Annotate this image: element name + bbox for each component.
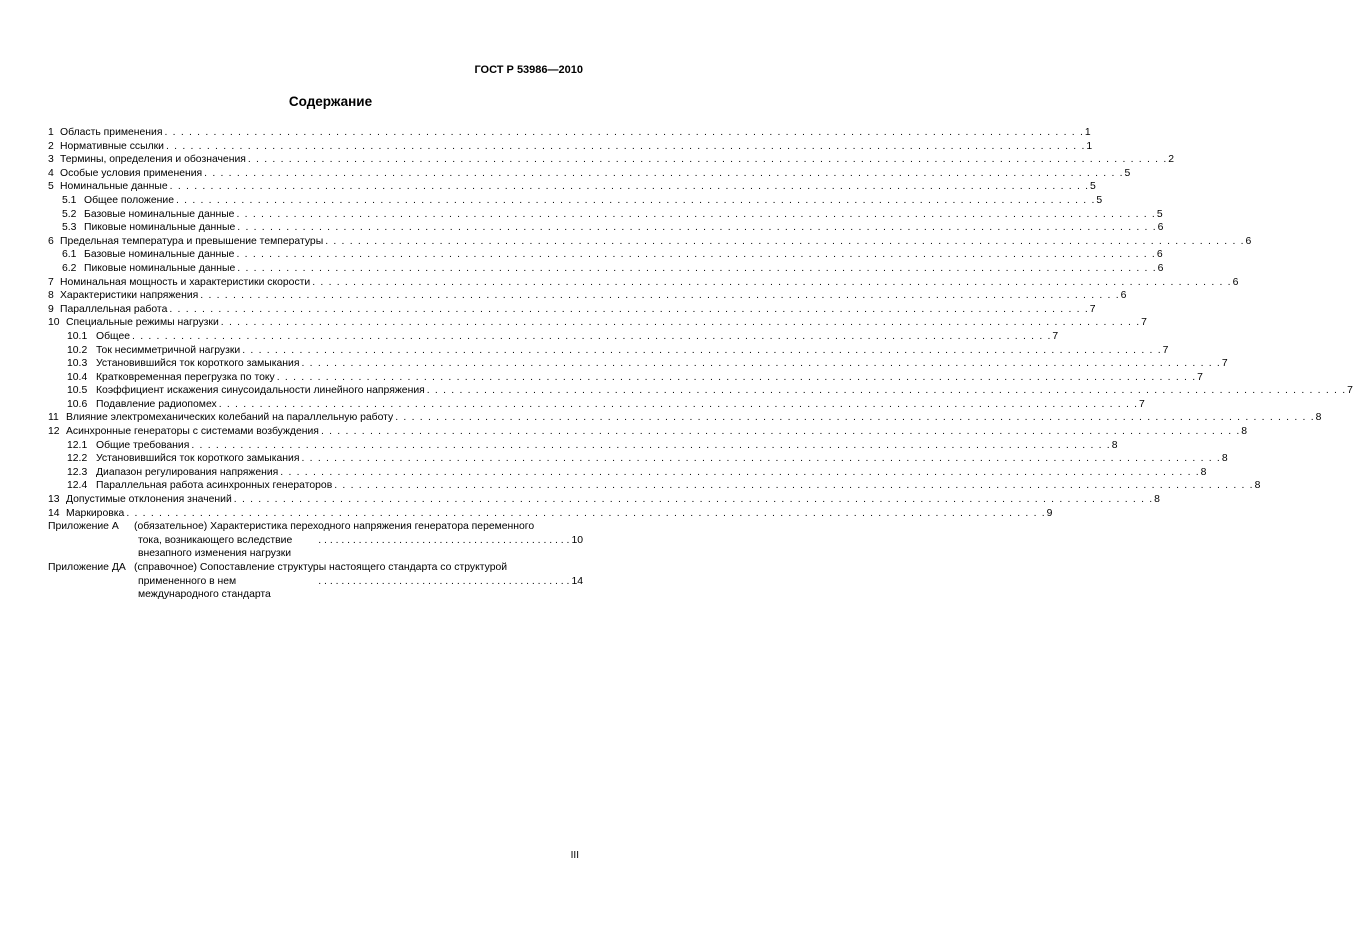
toc-entry-label: Характеристики напряжения <box>60 290 199 302</box>
toc-entry[interactable] <box>48 357 1228 371</box>
dot-leader <box>334 479 1252 493</box>
toc-entry-page: 2 <box>1168 154 1174 166</box>
toc-entry-label: Подавление радиопомех <box>96 398 217 410</box>
toc-entry[interactable] <box>48 411 1322 425</box>
toc-entry-page: 7 <box>1197 371 1203 383</box>
toc-entry-label: Общие требования <box>96 439 190 451</box>
toc-entry[interactable] <box>48 479 1261 493</box>
appendix-page: 10 <box>571 534 583 546</box>
toc-entry-page: 6 <box>1157 222 1164 234</box>
appendix-title-line: (справочное) Сопоставление структуры настоящего стандарта со структурой <box>134 562 508 573</box>
toc-entry-number: 12.1 <box>67 439 88 451</box>
page-title: Содержание <box>288 94 373 109</box>
appendix-title-line: примененного в нем международного стандарта <box>138 575 271 601</box>
toc-entry-number: 10.5 <box>67 385 88 397</box>
toc-entry-number: 5 <box>48 181 54 193</box>
toc-entry-number: 10.3 <box>67 358 88 370</box>
dot-leader <box>170 180 1088 194</box>
toc-entry-number: 10.2 <box>67 344 88 356</box>
dot-leader <box>169 303 1087 317</box>
toc-entry-number: 10 <box>48 317 60 329</box>
toc-entry[interactable] <box>48 425 1248 439</box>
dot-leader <box>277 371 1195 385</box>
dot-leader <box>325 235 1243 249</box>
toc-entry-label: Общее <box>96 330 131 342</box>
toc-entry-number: 13 <box>48 494 60 506</box>
toc-entry-page: 7 <box>1221 358 1228 370</box>
toc-entry-page: 5 <box>1156 208 1163 220</box>
toc-entry[interactable] <box>48 208 1163 222</box>
dot-leader <box>219 398 1137 412</box>
toc-entry-label: Номинальная мощность и характеристики скорости <box>60 276 311 288</box>
toc-entry-page: 7 <box>1052 330 1059 342</box>
dot-leader <box>166 140 1084 154</box>
dot-leader: . . . . . . . . . . . . . . . . . . . . . . . . . . . . . . . . . . . . . . . . . . . . <box>318 575 570 587</box>
toc-entry-label: Особые условия применения <box>60 167 203 179</box>
toc-entry-label: Термины, определения и обозначения <box>60 154 246 166</box>
dot-leader <box>132 330 1050 344</box>
toc-entry-label: Параллельная работа асинхронных генераторов <box>96 480 333 492</box>
toc-entry-page: 8 <box>1111 439 1118 451</box>
toc-entry-number: 10.4 <box>67 371 88 383</box>
toc-entry-label: Влияние электромеханических колебаний на параллельную работу <box>66 412 394 424</box>
dot-leader <box>237 262 1155 276</box>
toc-entry-label: Общее положение <box>84 194 174 206</box>
toc-entry-page: 5 <box>1124 167 1131 179</box>
toc-entry-number: 5.2 <box>62 208 77 220</box>
toc-entry-number: 6.1 <box>62 249 77 261</box>
dot-leader <box>234 493 1152 507</box>
toc-entry-label: Базовые номинальные данные <box>84 249 235 261</box>
dot-leader <box>236 208 1154 222</box>
toc-entry-label: Область применения <box>60 127 163 138</box>
dot-leader: . . . . . . . . . . . . . . . . . . . . . . . . . . . . . . . . . . . . . . . . . . . . <box>318 534 570 546</box>
toc-entry[interactable] <box>48 180 1096 194</box>
toc-entry-label: Кратковременная перегрузка по току <box>96 371 275 383</box>
toc-entry-number: 8 <box>48 290 54 302</box>
dot-leader <box>126 507 1044 521</box>
dot-leader <box>164 126 1082 140</box>
toc-entry-number: 12.4 <box>67 480 88 492</box>
toc-entry-number: 12.3 <box>67 466 88 478</box>
toc-entry-page: 8 <box>1315 412 1322 424</box>
toc-entry[interactable] <box>48 303 1096 317</box>
toc-entry-number: 3 <box>48 154 54 166</box>
dot-leader <box>237 221 1155 235</box>
dot-leader <box>200 289 1118 303</box>
toc-entry-page: 9 <box>1046 507 1053 519</box>
toc-entry[interactable] <box>48 167 1131 181</box>
toc-entry-number: 2 <box>48 140 54 152</box>
toc-entry[interactable] <box>48 235 1252 249</box>
dot-leader <box>301 452 1219 466</box>
dot-leader <box>176 194 1094 208</box>
toc-appendix[interactable] <box>48 561 583 602</box>
toc-entry-label: Коэффициент искажения синусоидальности линейного напряжения <box>96 385 425 397</box>
toc-entry-number: 4 <box>48 167 54 179</box>
toc-entry-label: Пиковые номинальные данные <box>84 262 236 274</box>
dot-leader <box>191 439 1109 453</box>
toc-entry[interactable] <box>48 439 1118 453</box>
dot-leader <box>204 167 1122 181</box>
toc-entry-page: 8 <box>1254 480 1261 492</box>
toc-entry[interactable] <box>48 330 1059 344</box>
dot-leader <box>395 411 1313 425</box>
toc-entry-label: Параллельная работа <box>60 303 168 315</box>
toc-entry-number: 1 <box>48 127 54 138</box>
dot-leader <box>242 344 1160 358</box>
dot-leader <box>301 357 1219 371</box>
toc-entry-number: 10.6 <box>67 398 88 410</box>
dot-leader <box>312 276 1230 290</box>
toc-entry-page: 5 <box>1090 181 1096 193</box>
toc-entry-page: 7 <box>1141 317 1147 329</box>
toc-entry-page: 8 <box>1241 426 1248 438</box>
toc-entry-page: 7 <box>1089 303 1096 315</box>
dot-leader <box>321 425 1239 439</box>
toc-entry-label: Номинальные данные <box>60 181 168 193</box>
toc-entry-number: 12 <box>48 426 60 438</box>
toc-entry-number: 5.3 <box>62 222 77 234</box>
toc-entry[interactable] <box>48 276 1239 290</box>
toc-entry-number: 11 <box>48 412 59 424</box>
toc-entry-label: Установившийся ток короткого замыкания <box>96 453 300 465</box>
toc-entry-label: Пиковые номинальные данные <box>84 222 236 234</box>
toc-entry[interactable] <box>48 507 1053 521</box>
toc-entry-page: 7 <box>1162 344 1169 356</box>
toc-entry-label: Ток несимметричной нагрузки <box>96 344 241 356</box>
toc-entry-label: Нормативные ссылки <box>60 140 164 152</box>
dot-leader <box>427 384 1345 398</box>
toc-entry-page: 8 <box>1221 453 1228 465</box>
toc-entry-number: 9 <box>48 303 54 315</box>
toc-entry-page: 7 <box>1139 398 1145 410</box>
toc-entry-page: 8 <box>1200 466 1207 478</box>
toc-entry[interactable] <box>48 194 1103 208</box>
toc-entry[interactable] <box>48 153 1174 167</box>
toc-entry[interactable] <box>48 248 1163 262</box>
toc-entry-label: Предельная температура и превышение температуры <box>60 235 324 247</box>
toc-entry-page: 6 <box>1120 290 1127 302</box>
appendix-title-line: (обязательное) Характеристика переходного напряжения генератора переменного <box>134 521 535 533</box>
toc-entry[interactable] <box>48 126 1091 140</box>
toc-entry-page: 6 <box>1245 235 1252 247</box>
standard-code: ГОСТ Р 53986—2010 <box>474 64 583 76</box>
toc-entry-page: 6 <box>1156 249 1163 261</box>
toc-entry-label: Маркировка <box>66 507 125 519</box>
dot-leader <box>236 248 1154 262</box>
toc-entry-label: Специальные режимы нагрузки <box>66 317 219 329</box>
toc-entry-page: 1 <box>1086 140 1093 152</box>
toc-entry-label: Установившийся ток короткого замыкания <box>96 358 300 370</box>
toc-entry-number: 14 <box>48 507 60 519</box>
toc-entry[interactable] <box>48 398 1145 412</box>
toc-entry-label: Диапазон регулирования напряжения <box>96 466 279 478</box>
table-of-contents <box>48 126 1353 602</box>
dot-leader <box>221 316 1139 330</box>
toc-entry-number: 6 <box>48 235 54 247</box>
toc-entry[interactable] <box>48 289 1127 303</box>
toc-entry[interactable] <box>48 344 1169 358</box>
toc-entry-number: 7 <box>48 276 54 288</box>
toc-entry[interactable] <box>48 262 1164 276</box>
toc-entry[interactable] <box>48 466 1207 480</box>
dot-leader <box>280 466 1198 480</box>
toc-entry-page: 6 <box>1157 262 1164 274</box>
toc-entry-page: 8 <box>1154 494 1160 506</box>
appendix-label: Приложение ДА <box>48 562 126 573</box>
toc-appendix[interactable] <box>48 520 583 561</box>
appendix-title-line: тока, возникающего вследствие внезапного изменения нагрузки <box>138 534 293 560</box>
page-number: III <box>570 850 579 861</box>
toc-entry-page: 1 <box>1084 127 1091 138</box>
toc-entry[interactable] <box>48 452 1228 466</box>
toc-entry-label: Базовые номинальные данные <box>84 208 235 220</box>
toc-entry[interactable] <box>48 316 1147 330</box>
toc-entry-number: 12.2 <box>67 453 88 465</box>
toc-entry[interactable] <box>48 384 1353 398</box>
toc-entry-page: 6 <box>1232 276 1239 288</box>
toc-entry[interactable] <box>48 140 1093 154</box>
toc-entry[interactable] <box>48 493 1160 507</box>
toc-entry-label: Асинхронные генераторы с системами возбуждения <box>66 426 319 438</box>
appendix-page: 14 <box>571 575 583 587</box>
appendix-label: Приложение А <box>48 521 119 533</box>
dot-leader <box>248 153 1166 167</box>
toc-entry-label: Допустимые отклонения значений <box>66 494 232 506</box>
toc-entry-page: 5 <box>1096 194 1103 206</box>
toc-entry-number: 10.1 <box>67 330 88 342</box>
toc-entry-page: 7 <box>1347 385 1353 397</box>
toc-entry[interactable] <box>48 371 1203 385</box>
toc-entry[interactable] <box>48 221 1164 235</box>
toc-entry-number: 5.1 <box>62 194 77 206</box>
toc-entry-number: 6.2 <box>62 262 77 274</box>
